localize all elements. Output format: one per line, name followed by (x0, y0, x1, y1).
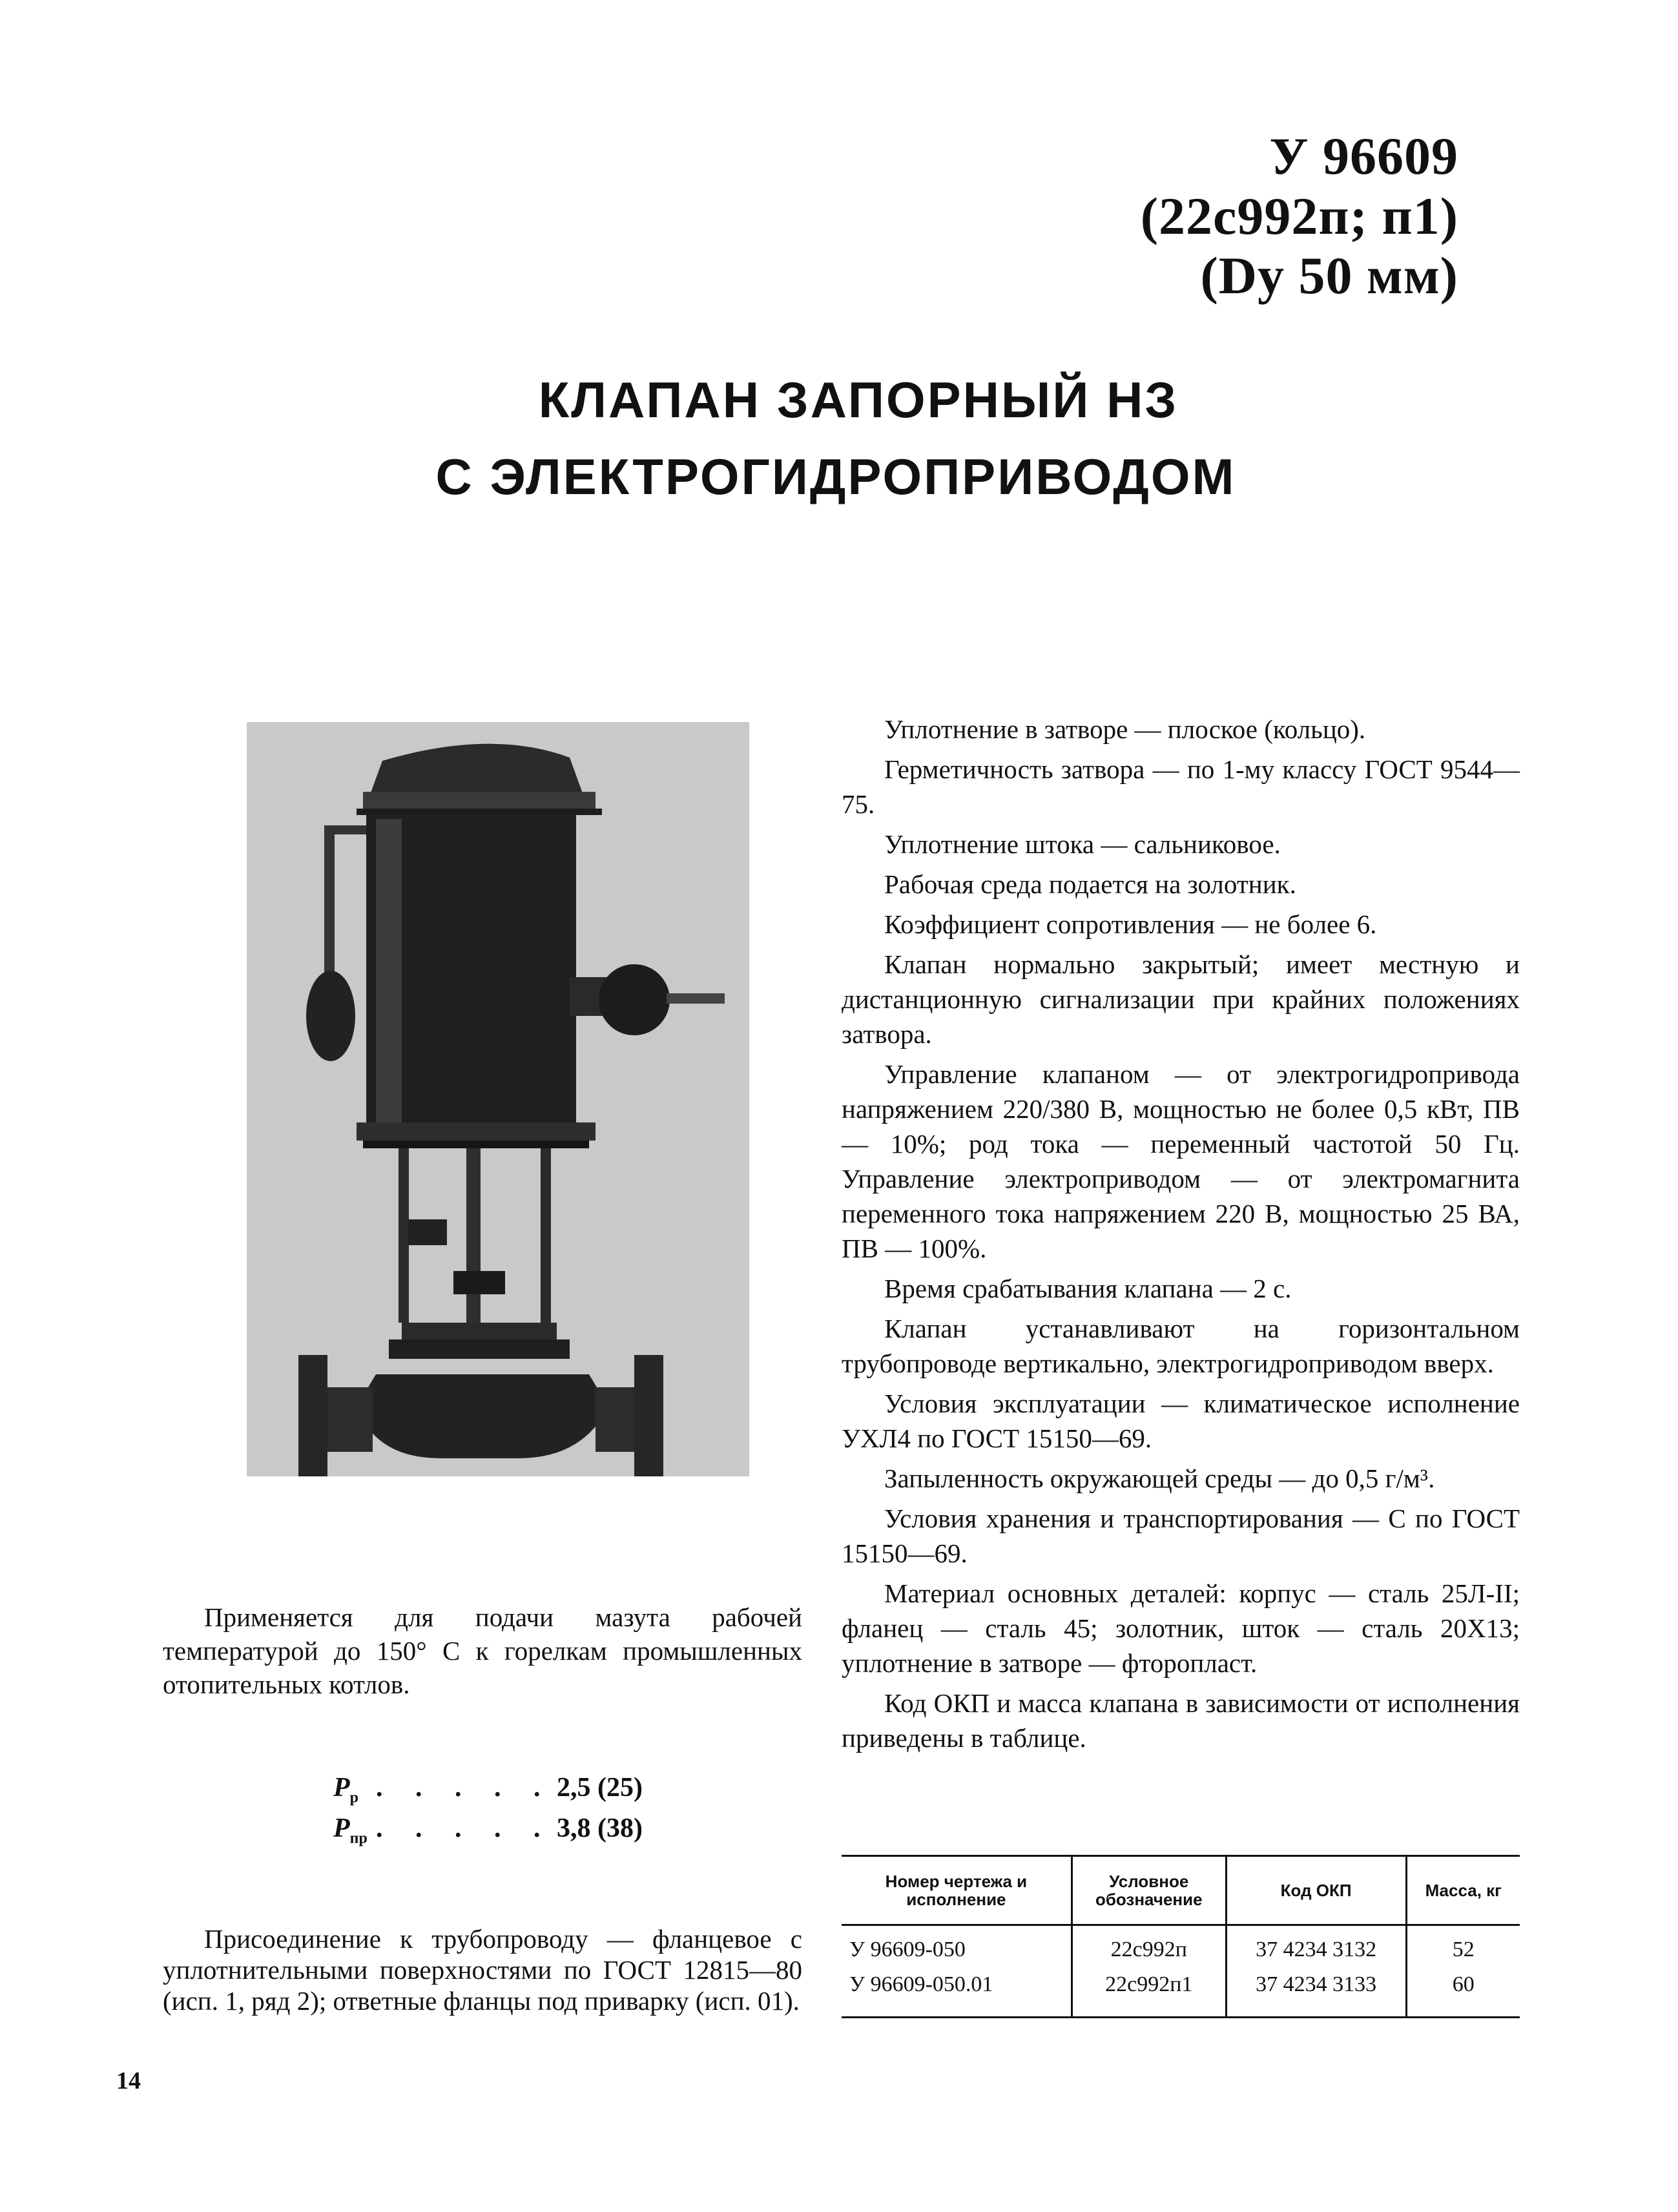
application-text-block (163, 1600, 802, 1701)
product-code: У 96609 (1269, 127, 1458, 185)
parameter-row (333, 1813, 643, 1854)
title-line-1: КЛАПАН ЗАПОРНЫЙ НЗ (538, 371, 1179, 428)
connection-text-block (163, 1923, 802, 2016)
description-paragraph: Клапан устанавливают на горизонтальном трубопроводе вертикально, электрогидроприводом вверх. (842, 1314, 1520, 1378)
parameter-value: 2,5 (25) (557, 1773, 643, 1803)
nominal-diameter: (Dу 50 мм) (1200, 246, 1458, 305)
description-paragraph: Материал основных деталей: корпус — сталь 25Л-II; фланец — сталь 45; золотник, шток — сталь 20Х13; уплотнение в затворе — фторопласт. (842, 1578, 1520, 1678)
valve-photo (247, 722, 749, 1476)
product-designation: (22с992п; п1) (1140, 186, 1458, 245)
description-paragraph: Герметичность затвора — по 1-му классу ГОСТ 9544—75. (842, 754, 1520, 819)
table-cell: 22с992п1 (1072, 1967, 1226, 2018)
description-paragraph: Управление клапаном — от электрогидропривода напряжением 220/380 В, мощностью не более 0,5 кВт, ПВ — 10%; род тока — переменный частотой 50 Гц. Управление электроприводом — от электромагнита переменного тока напряжением 220 В, мощностью 25 ВА, ПВ — 100%. (842, 1059, 1520, 1263)
table-cell: 60 (1406, 1967, 1520, 2018)
page-number: 14 (116, 2067, 141, 2094)
column-header: Код ОКП (1226, 1856, 1406, 1925)
description-paragraph: Клапан нормально закрытый; имеет местную и дистанционную сигнализации при крайних положениях затвора. (842, 949, 1520, 1049)
product-code-block (1141, 127, 1458, 306)
page-title (0, 362, 1678, 515)
connection-paragraph: Присоединение к трубопроводу — фланцевое с уплотнительными поверхностями по ГОСТ 12815—80 (исп. 1, ряд 2); ответные фланцы под приварку (исп. 01). (163, 1924, 802, 2016)
parameter-symbol: $P_р$ (333, 1773, 359, 1806)
column-header: Номер чертежа и исполнение (842, 1856, 1072, 1925)
parameter-value: 3,8 (38) (557, 1814, 643, 1844)
valve-illustration (247, 722, 749, 1476)
title-line-2: С ЭЛЕКТРОГИДРОПРИВОДОМ (435, 448, 1236, 505)
description-column (842, 712, 1520, 1761)
table-header-row (842, 1856, 1520, 1925)
table-row (842, 1925, 1520, 1968)
table-cell: 22с992п (1072, 1925, 1226, 1968)
description-paragraph: Время срабатывания клапана — 2 с. (884, 1274, 1292, 1303)
leader-dots: . . . . . (376, 1773, 554, 1803)
description-paragraph: Условия эксплуатации — климатическое исполнение УХЛ4 по ГОСТ 15150—69. (842, 1389, 1520, 1453)
table-cell: 37 4234 3132 (1226, 1925, 1406, 1968)
parameter-symbol: $P_{пр}$ (333, 1814, 368, 1847)
description-paragraph: Рабочая среда подается на золотник. (884, 869, 1296, 899)
column-header: Масса, кг (1406, 1856, 1520, 1925)
specification-table (842, 1855, 1520, 2018)
table-row (842, 1967, 1520, 2018)
pressure-parameters (333, 1772, 643, 1854)
column-header: Условное обозначение (1072, 1856, 1226, 1925)
description-paragraph: Коэффициент сопротивления — не более 6. (884, 909, 1377, 939)
table-cell: 37 4234 3133 (1226, 1967, 1406, 2018)
leader-dots: . . . . . (376, 1814, 554, 1844)
parameter-row (333, 1772, 643, 1813)
description-paragraph: Условия хранения и транспортирования — С по ГОСТ 15150—69. (842, 1504, 1520, 1568)
description-paragraph: Уплотнение в затворе — плоское (кольцо). (884, 714, 1366, 744)
description-paragraph: Код ОКП и масса клапана в зависимости от исполнения приведены в таблице. (842, 1688, 1520, 1753)
table-cell: У 96609-050.01 (842, 1967, 1072, 2018)
description-paragraph: Уплотнение штока — сальниковое. (884, 829, 1281, 859)
table-cell: 52 (1406, 1925, 1520, 1968)
description-paragraph: Запыленность окружающей среды — до 0,5 г/м³. (884, 1463, 1435, 1493)
table-cell: У 96609-050 (849, 1938, 966, 1961)
application-paragraph: Применяется для подачи мазута рабочей температурой до 150° С к горелкам промышленных отопительных котлов. (163, 1602, 802, 1699)
